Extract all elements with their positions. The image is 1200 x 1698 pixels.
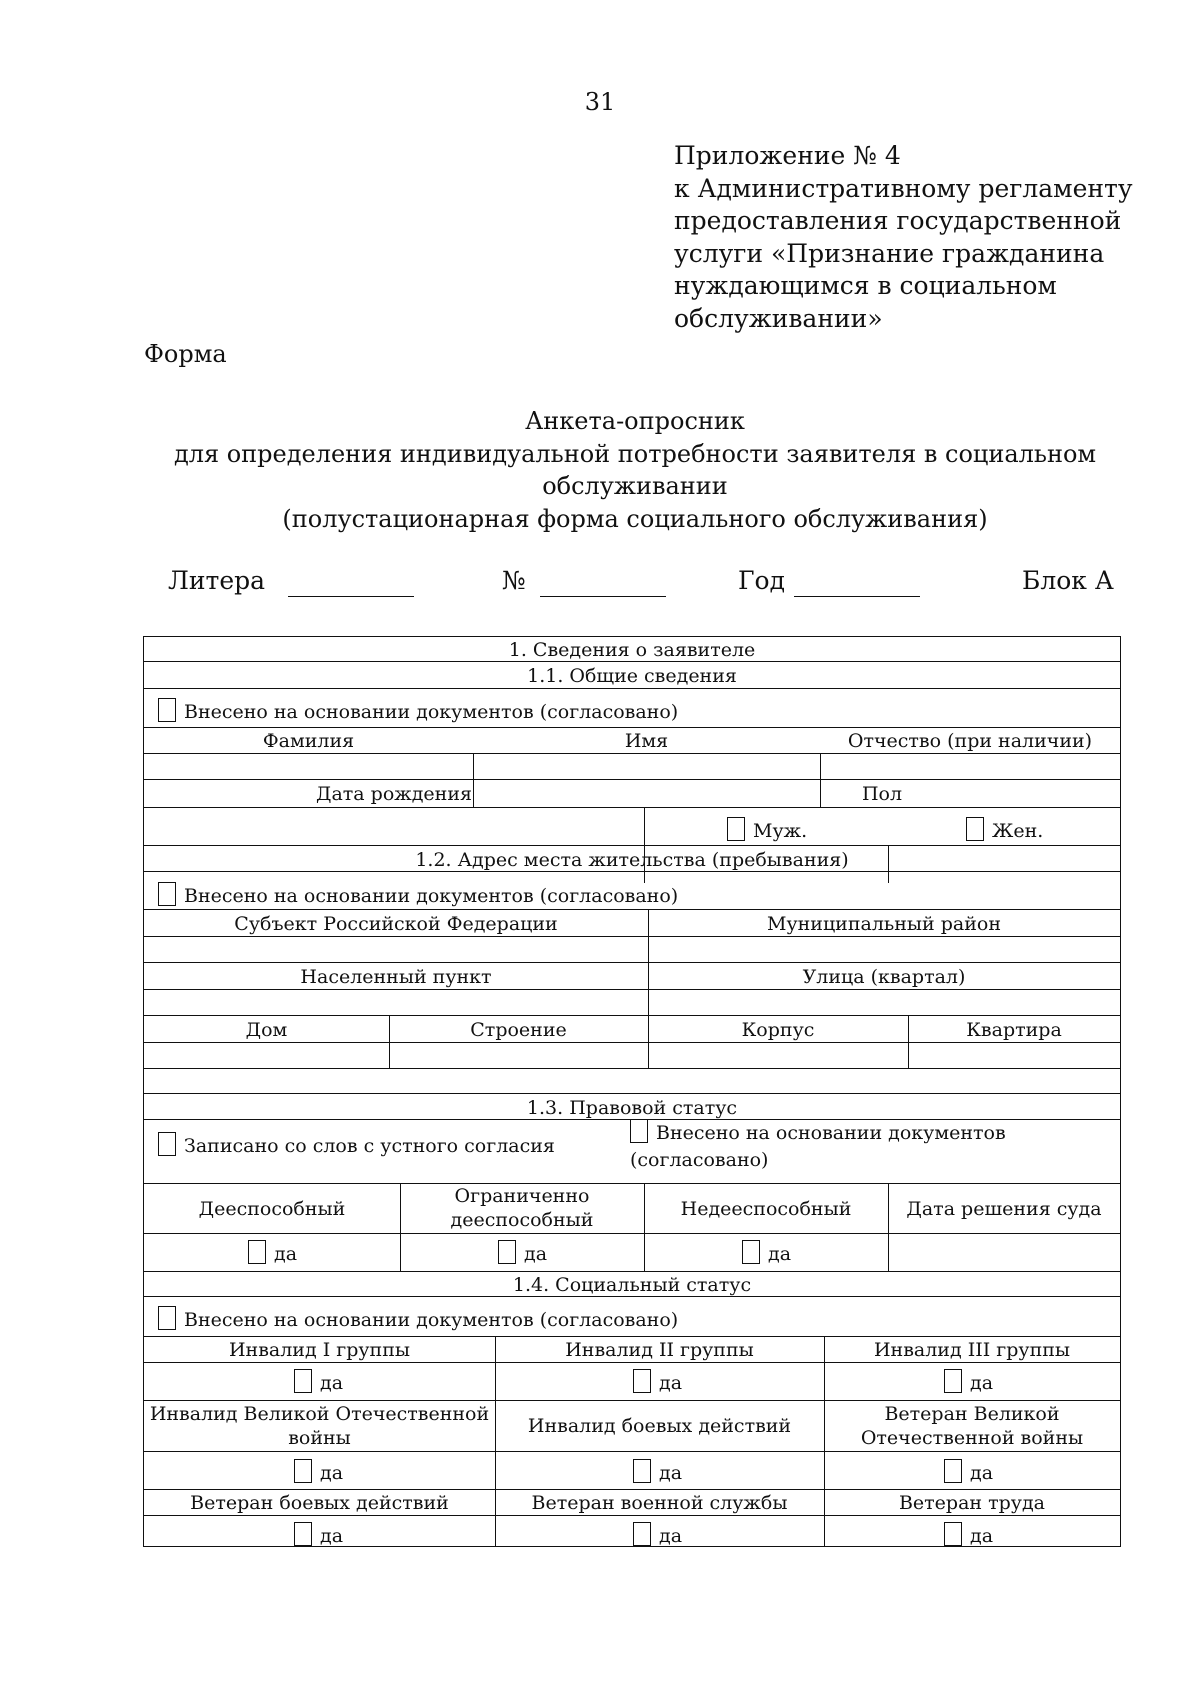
yes-label: да — [768, 1243, 792, 1265]
year-label: Год — [738, 566, 785, 595]
yes-label: да — [274, 1243, 298, 1265]
vet-military-yes — [633, 1522, 682, 1548]
docs-agreed-social-label: Внесено на основании документов (согласовано) — [184, 1309, 679, 1331]
inv-war-yes — [294, 1459, 343, 1485]
yes-label: да — [659, 1525, 683, 1547]
vet-war-line1: Ветеран Великой — [884, 1403, 1060, 1425]
birth-date-header: Дата рождения — [316, 783, 472, 805]
inv2-yes — [633, 1369, 682, 1395]
docs-agreed-legal-label1: Внесено на основании документов — [656, 1122, 1006, 1144]
litera-label: Литера — [168, 566, 266, 595]
capable-yes-checkbox[interactable] — [248, 1240, 266, 1264]
korpus-field[interactable] — [648, 1043, 908, 1068]
annex-line: нуждающимся в социальном — [674, 271, 1057, 300]
docs-agreed-social — [158, 1306, 678, 1332]
oral-consent-option — [158, 1132, 555, 1158]
female-label: Жен. — [992, 820, 1044, 842]
inv1-header: Инвалид I группы — [228, 1339, 411, 1361]
district-header: Муниципальный район — [767, 913, 1001, 935]
inv-war-yes-checkbox[interactable] — [294, 1459, 312, 1483]
patronymic-field[interactable] — [820, 755, 1120, 779]
section-1-4-header: 1.4. Социальный статус — [512, 1274, 752, 1296]
title-line: (полустационарная форма социального обслуживания) — [282, 504, 988, 533]
annex-line: обслуживании» — [674, 303, 883, 333]
title-line: Анкета-опросник — [525, 407, 745, 435]
docs-agreed-legal-label2: (согласовано) — [630, 1149, 769, 1171]
female-checkbox[interactable] — [966, 817, 984, 841]
title-line: для определения индивидуальной потребности заявителя в социальном — [173, 439, 1097, 468]
house-field[interactable] — [144, 1043, 389, 1068]
oral-consent-checkbox[interactable] — [158, 1132, 176, 1156]
vet-labor-yes-checkbox[interactable] — [944, 1522, 962, 1546]
number-field[interactable] — [540, 596, 666, 597]
inv1-yes — [294, 1369, 343, 1395]
incapable-header: Недееспособный — [680, 1198, 852, 1220]
vet-war-yes-checkbox[interactable] — [944, 1459, 962, 1483]
docs-agreed-general — [158, 698, 678, 724]
yes-label: да — [659, 1462, 683, 1484]
apartment-header: Квартира — [966, 1019, 1062, 1041]
inv-combat-yes — [633, 1459, 682, 1485]
yes-label: да — [320, 1525, 344, 1547]
annex-header — [674, 140, 1144, 335]
limited-yes-checkbox[interactable] — [498, 1240, 516, 1264]
apartment-field[interactable] — [908, 1043, 1120, 1068]
inv3-yes — [944, 1369, 993, 1395]
house-header: Дом — [245, 1019, 288, 1041]
docs-agreed-legal-checkbox[interactable] — [630, 1119, 648, 1143]
incapable-yes — [742, 1240, 791, 1266]
annex-line: услуги «Признание гражданина — [674, 238, 1105, 268]
vet-war-header — [824, 1402, 1120, 1450]
annex-line: к Административному регламенту — [674, 173, 1133, 203]
title-line: обслуживании — [542, 472, 728, 500]
street-header: Улица (квартал) — [802, 966, 966, 988]
surname-header: Фамилия — [262, 730, 355, 752]
form-label: Форма — [144, 340, 227, 368]
yes-label: да — [970, 1462, 994, 1484]
sex-female-option — [966, 817, 1043, 843]
block-label: Блок А — [1022, 566, 1114, 595]
inv3-header: Инвалид III группы — [873, 1339, 1071, 1361]
patronymic-header: Отчество (при наличии) — [847, 730, 1093, 752]
limited-yes — [498, 1240, 547, 1266]
questionnaire-table — [143, 636, 1121, 1547]
inv-war-header — [144, 1402, 495, 1450]
oral-consent-label: Записано со слов с устного согласия — [184, 1135, 555, 1157]
building-header: Строение — [470, 1019, 567, 1041]
yes-label: да — [970, 1372, 994, 1394]
annex-line: Приложение № 4 — [674, 141, 901, 170]
litera-field[interactable] — [288, 596, 414, 597]
birth-date-field[interactable] — [144, 808, 644, 845]
yes-label: да — [320, 1372, 344, 1394]
meta-row — [0, 566, 1200, 606]
building-field[interactable] — [389, 1043, 648, 1068]
inv3-yes-checkbox[interactable] — [944, 1369, 962, 1393]
inv-war-line1: Инвалид Великой Отечественной — [149, 1403, 490, 1425]
limited-line2: дееспособный — [450, 1209, 594, 1231]
yes-label: да — [524, 1243, 548, 1265]
yes-label: да — [970, 1525, 994, 1547]
vet-combat-yes-checkbox[interactable] — [294, 1522, 312, 1546]
male-label: Муж. — [753, 820, 808, 842]
court-date-field[interactable] — [888, 1234, 1120, 1271]
section-1-3-header: 1.3. Правовой статус — [526, 1097, 738, 1119]
inv2-header: Инвалид II группы — [565, 1339, 754, 1361]
subject-field[interactable] — [144, 937, 648, 962]
name-field[interactable] — [473, 755, 820, 779]
docs-agreed-social-checkbox[interactable] — [158, 1306, 176, 1330]
settlement-field[interactable] — [144, 990, 648, 1015]
yes-label: да — [659, 1372, 683, 1394]
section-1-2-header: 1.2. Адрес места жительства (пребывания) — [415, 849, 849, 871]
inv-war-line2: войны — [288, 1427, 351, 1449]
vet-military-yes-checkbox[interactable] — [633, 1522, 651, 1546]
limited-header — [400, 1184, 644, 1232]
korpus-header: Корпус — [741, 1019, 815, 1041]
yes-label: да — [320, 1462, 344, 1484]
vet-war-line2: Отечественной войны — [860, 1427, 1084, 1449]
court-date-header: Дата решения суда — [906, 1198, 1102, 1220]
subject-header: Субъект Российской Федерации — [234, 913, 558, 935]
vet-military-header: Ветеран военной службы — [531, 1492, 788, 1514]
year-field[interactable] — [794, 596, 920, 597]
docs-agreed-general-label: Внесено на основании документов (согласовано) — [184, 701, 679, 723]
street-field[interactable] — [648, 990, 1120, 1015]
male-checkbox[interactable] — [727, 817, 745, 841]
inv-combat-yes-checkbox[interactable] — [633, 1459, 651, 1483]
limited-line1: Ограниченно — [454, 1185, 590, 1207]
docs-agreed-address-checkbox[interactable] — [158, 882, 176, 906]
surname-field[interactable] — [144, 755, 473, 779]
section-1-header: 1. Сведения о заявителе — [508, 639, 756, 661]
inv-combat-header: Инвалид боевых действий — [527, 1415, 792, 1437]
inv2-yes-checkbox[interactable] — [633, 1369, 651, 1393]
district-field[interactable] — [648, 937, 1120, 962]
document-title — [120, 405, 1150, 535]
sex-header: Пол — [861, 783, 903, 805]
docs-agreed-general-checkbox[interactable] — [158, 698, 176, 722]
capable-header: Дееспособный — [198, 1198, 346, 1220]
section-1-1-header: 1.1. Общие сведения — [527, 665, 737, 687]
annex-line: предоставления государственной — [674, 206, 1122, 235]
docs-agreed-address — [158, 882, 678, 908]
name-header: Имя — [624, 730, 669, 752]
incapable-yes-checkbox[interactable] — [742, 1240, 760, 1264]
vet-combat-header: Ветеран боевых действий — [190, 1492, 449, 1514]
vet-war-yes — [944, 1459, 993, 1485]
vet-labor-header: Ветеран труда — [898, 1492, 1046, 1514]
number-label: № — [502, 566, 526, 595]
settlement-header: Населенный пункт — [300, 966, 492, 988]
docs-agreed-address-label: Внесено на основании документов (согласовано) — [184, 885, 679, 907]
vet-combat-yes — [294, 1522, 343, 1548]
vet-labor-yes — [944, 1522, 993, 1548]
capable-yes — [248, 1240, 297, 1266]
page-number: 31 — [584, 88, 616, 116]
inv1-yes-checkbox[interactable] — [294, 1369, 312, 1393]
docs-agreed-legal-option — [630, 1119, 1006, 1145]
sex-male-option — [727, 817, 807, 843]
